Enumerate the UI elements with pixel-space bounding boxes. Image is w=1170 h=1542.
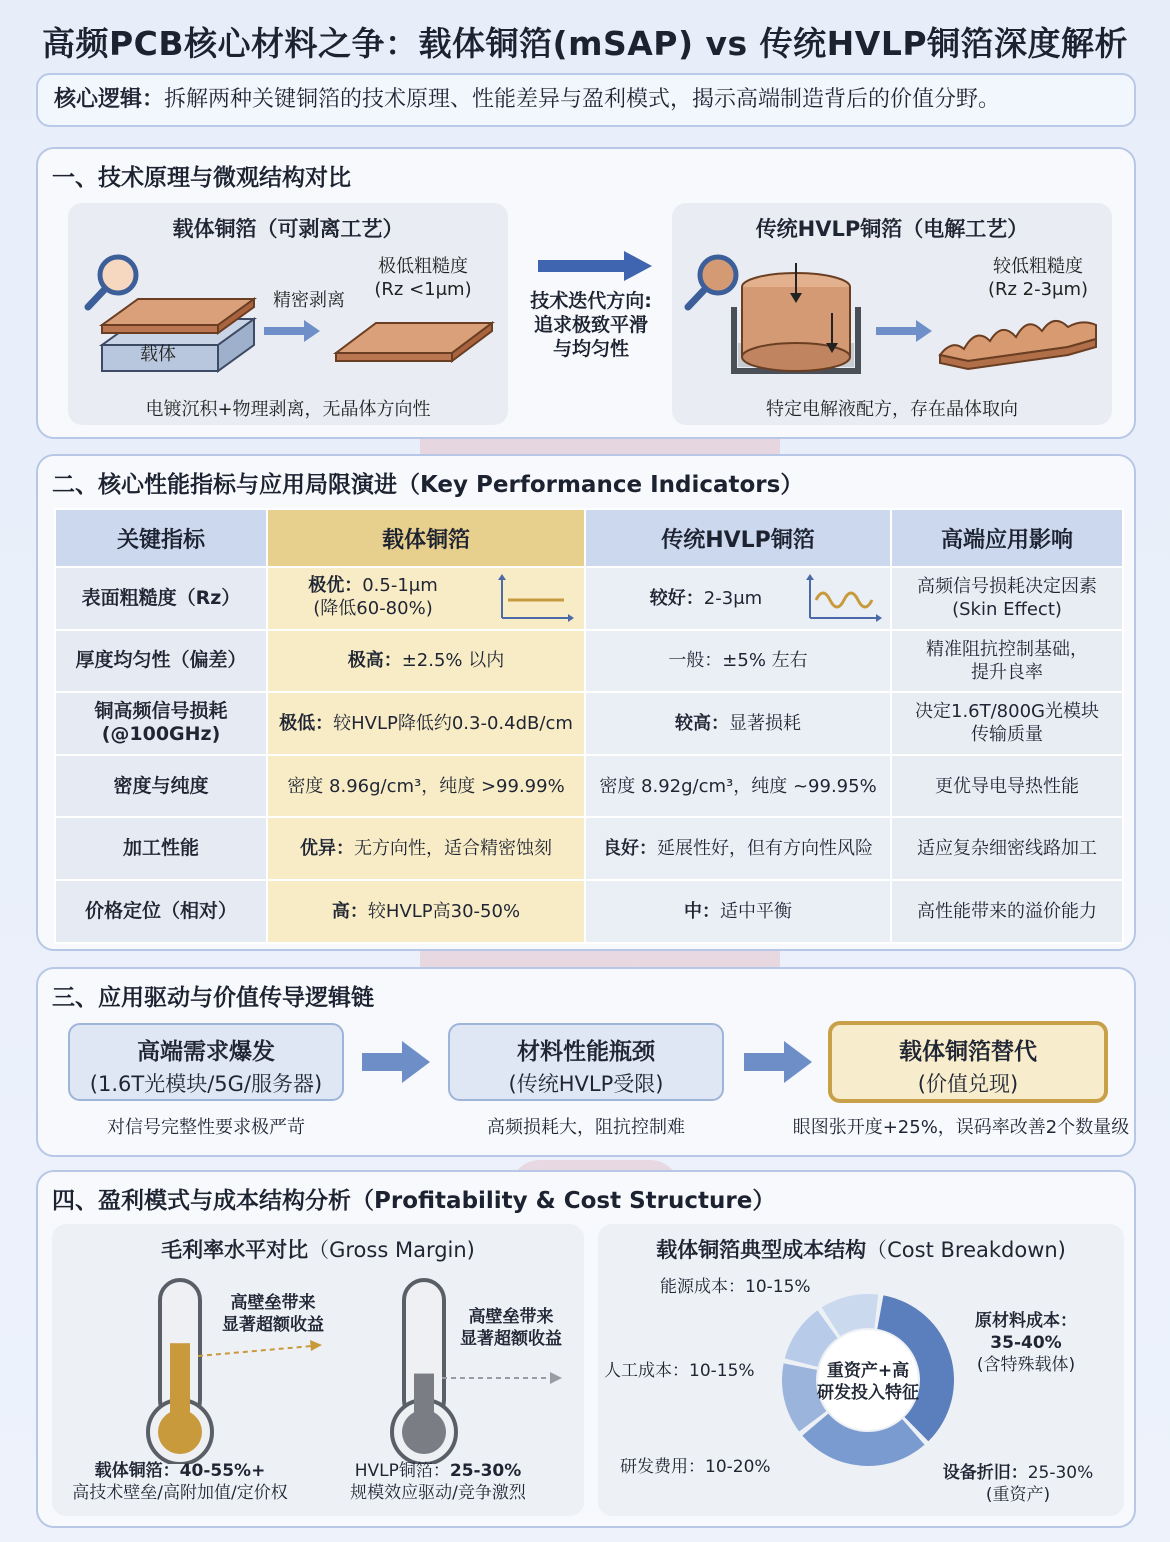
chain-arrow-icon [362, 1041, 432, 1083]
kpi-impact-line2: (Skin Effect) [952, 599, 1062, 621]
kpi-hvlp-strong: 良好： [603, 838, 657, 860]
kpi-header-carrier: 载体铜箔 [267, 509, 585, 567]
kpi-carrier-value-2: (降低60-80%) [313, 598, 433, 619]
kpi-hvlp-cell [585, 567, 891, 630]
cost-raw-value: 35-40% [990, 1333, 1062, 1353]
cost-raw-note: (含特殊载体) [976, 1355, 1076, 1375]
flat-line-chart-icon [492, 574, 576, 624]
kpi-carrier-cell [267, 567, 585, 630]
hvlp-margin-desc: 规模效应驱动/竞争激烈 [350, 1483, 526, 1503]
carrier-roughness-line1: 极低粗糙度 [378, 256, 468, 277]
gross-margin-title-strong: 毛利率水平对比 [161, 1238, 309, 1262]
kpi-carrier-strong: 极低： [279, 712, 334, 734]
kpi-impact-cell [891, 692, 1123, 755]
kpi-carrier-cell [267, 630, 585, 693]
kpi-header-impact: 高端应用影响 [891, 509, 1123, 567]
kpi-carrier-strong: 极高： [347, 650, 402, 672]
cost-label-rd: 研发费用：10-20% [620, 1457, 771, 1477]
hvlp-foil-caption: 特定电解液配方，存在晶体取向 [766, 399, 1018, 420]
cost-breakdown-title-en: （Cost Breakdown) [866, 1238, 1066, 1262]
chain-box-demand [68, 1023, 344, 1101]
donut-center-label [808, 1360, 928, 1404]
kpi-metric-cell: 密度与纯度 [55, 755, 267, 818]
chain-box-replacement [828, 1021, 1108, 1103]
donut-center-line2: 研发投入特征 [817, 1383, 919, 1403]
kpi-hvlp-value: 一般：±5% 左右 [668, 650, 808, 672]
tech-direction-arrow-icon [538, 249, 654, 283]
chain-note: 对信号完整性要求极严苛 [107, 1117, 305, 1138]
margin-note-line1: 高壁垒带来 [230, 1293, 316, 1313]
gross-margin-title [52, 1234, 584, 1264]
kpi-hvlp-cell [585, 817, 891, 880]
carrier-foil-card-title: 载体铜箔（可剥离工艺） [172, 217, 404, 241]
chain-box-sub: (价值兑现) [917, 1072, 1019, 1096]
kpi-impact-line1: 精准阻抗控制基础， [926, 638, 1088, 660]
carrier-roughness-label [368, 255, 478, 301]
kpi-metric-cell [55, 692, 267, 755]
chain-box-title: 材料性能瓶颈 [517, 1039, 655, 1065]
table-row [55, 817, 1123, 880]
cost-label-labor: 人工成本：10-15% [604, 1361, 755, 1381]
gross-margin-card [52, 1224, 584, 1516]
margin-note-line2: 显著超额收益 [222, 1315, 324, 1335]
kpi-metric-cell: 表面粗糙度（Rz） [55, 567, 267, 630]
cost-breakdown-title [598, 1234, 1124, 1264]
kpi-hvlp-value: 适中平衡 [720, 900, 792, 922]
kpi-table [54, 508, 1124, 944]
kpi-carrier-cell [267, 755, 585, 818]
kpi-metric-cell: 厚度均匀性（偏差） [55, 630, 267, 693]
kpi-table-header [55, 509, 1123, 567]
wavy-line-chart-icon [800, 574, 884, 624]
hvlp-margin-bulb [402, 1410, 446, 1454]
margin-note-line1: 高壁垒带来 [468, 1307, 554, 1327]
kpi-metric-cell: 价格定位（相对） [55, 880, 267, 943]
kpi-carrier-cell [267, 817, 585, 880]
kpi-impact-cell: 更优导电导热性能 [891, 755, 1123, 818]
peel-step-label: 精密剥离 [273, 290, 345, 311]
cost-breakdown-card [598, 1224, 1124, 1516]
hvlp-foil-card [672, 203, 1112, 425]
hvlp-margin-label [320, 1460, 556, 1504]
table-row [55, 567, 1123, 630]
chain-box-title: 载体铜箔替代 [899, 1039, 1037, 1065]
section4-title: 四、盈利模式与成本结构分析（Profitability & Cost Structure） [52, 1188, 776, 1214]
chain-note: 高频损耗大，阻抗控制难 [487, 1117, 685, 1138]
tech-direction-line3: 与均匀性 [552, 338, 629, 360]
kpi-carrier-strong: 高： [331, 900, 368, 922]
tech-direction-line1: 技术迭代方向: [530, 290, 652, 312]
carrier-foil-card [68, 203, 508, 425]
magnifier-icon [88, 257, 136, 307]
table-row [55, 692, 1123, 755]
cost-equipment-note: (重资产) [985, 1485, 1051, 1505]
hvlp-roughness-line1: 较低粗糙度 [993, 256, 1083, 277]
kpi-carrier-value: 无方向性，适合精密蚀刻 [354, 838, 552, 860]
kpi-hvlp-cell [585, 630, 891, 693]
cost-label-equipment [938, 1462, 1098, 1506]
kpi-hvlp-cell [585, 880, 891, 943]
kpi-carrier-strong: 优异： [300, 838, 354, 860]
kpi-carrier-value: 密度 8.96g/cm³，纯度 >99.99% [287, 775, 565, 797]
kpi-hvlp-cell [585, 692, 891, 755]
core-logic-label: 核心逻辑： [54, 87, 165, 112]
chain-box-sub: (1.6T光模块/5G/服务器) [89, 1072, 323, 1096]
table-row [55, 880, 1123, 943]
kpi-metric-cell: 加工性能 [55, 817, 267, 880]
kpi-hvlp-value: 显著损耗 [729, 712, 801, 734]
kpi-hvlp-value: 密度 8.92g/cm³，纯度 ~99.95% [599, 775, 877, 797]
kpi-carrier-cell [267, 692, 585, 755]
kpi-hvlp-cell [585, 755, 891, 818]
section-tech-principle [36, 147, 1136, 439]
kpi-header-hvlp: 传统HVLP铜箔 [585, 509, 891, 567]
table-row [55, 755, 1123, 818]
tech-direction-line2: 追求极致平滑 [533, 314, 648, 336]
chain-arrow-icon [744, 1041, 814, 1083]
kpi-carrier-strong: 极优： [308, 575, 363, 596]
kpi-carrier-value: ±2.5% 以内 [401, 650, 505, 672]
kpi-impact-cell: 高性能带来的溢价能力 [891, 880, 1123, 943]
kpi-impact-line1: 决定1.6T/800G光模块 [915, 701, 1099, 723]
hvlp-margin-value: 25-30% [449, 1461, 522, 1481]
kpi-hvlp-value: 延展性好，但有方向性风险 [657, 838, 873, 860]
cost-raw-title: 原材料成本： [975, 1311, 1077, 1331]
cost-label-energy: 能源成本：10-15% [660, 1277, 811, 1297]
carrier-layer-label: 载体 [140, 344, 176, 365]
chain-box-bottleneck [448, 1023, 724, 1101]
cost-equipment-value: 25-30% [1027, 1463, 1094, 1483]
kpi-impact-cell: 适应复杂细密线路加工 [891, 817, 1123, 880]
kpi-hvlp-strong: 较高： [675, 712, 729, 734]
kpi-hvlp-strong: 较好： [649, 588, 704, 609]
chain-box-title: 高端需求爆发 [137, 1039, 275, 1065]
carrier-margin-label [62, 1460, 298, 1504]
cost-breakdown-title-strong: 载体铜箔典型成本结构 [656, 1238, 867, 1262]
carrier-margin-value: 载体铜箔：40-55%+ [94, 1461, 266, 1481]
cost-label-raw [964, 1310, 1088, 1376]
magnifier-icon [688, 257, 736, 307]
chain-box-sub: (传统HVLP受限) [508, 1072, 664, 1096]
kpi-impact-line1: 高频信号损耗决定因素 [917, 576, 1097, 598]
gross-margin-title-en: （Gross Margin) [308, 1238, 475, 1262]
kpi-hvlp-value: 2-3μm [703, 588, 763, 609]
kpi-carrier-value: 较HVLP降低约0.3-0.4dB/cm [333, 712, 573, 734]
kpi-impact-line2: 提升良率 [971, 661, 1043, 683]
kpi-metric-line2: (@100GHz) [101, 723, 221, 746]
kpi-carrier-value: 0.5-1μm [362, 575, 438, 596]
section-profitability [36, 1170, 1136, 1528]
chain-note: 眼图张开度+25%，误码率改善2个数量级 [792, 1117, 1130, 1138]
kpi-header-metric: 关键指标 [55, 509, 267, 567]
section2-title: 二、核心性能指标与应用局限演进（Key Performance Indicators） [52, 472, 804, 498]
hvlp-roughness-line2: (Rz 2-3μm) [987, 279, 1089, 300]
page-title: 高频PCB核心材料之争：载体铜箔(mSAP) vs 传统HVLP铜箔深度解析 [41, 24, 1129, 63]
core-logic-text: 拆解两种关键铜箔的技术原理、性能差异与盈利模式，揭示高端制造背后的价值分野。 [164, 87, 1001, 112]
cost-equipment-title: 设备折旧： [942, 1463, 1028, 1483]
donut-center-line1: 重资产+高 [826, 1361, 910, 1381]
carrier-margin-desc: 高技术壁垒/高附加值/定价权 [72, 1483, 288, 1503]
section-kpi [36, 454, 1136, 951]
kpi-impact-cell [891, 567, 1123, 630]
kpi-carrier-cell [267, 880, 585, 943]
carrier-roughness-line2: (Rz <1μm) [374, 279, 472, 300]
kpi-carrier-value: 较HVLP高30-50% [367, 900, 521, 922]
hvlp-foil-card-title: 传统HVLP铜箔（电解工艺） [755, 217, 1029, 241]
core-logic-banner [36, 73, 1136, 127]
section3-title: 三、应用驱动与价值传导逻辑链 [52, 985, 374, 1011]
tech-direction-label [506, 289, 676, 361]
section1-title: 一、技术原理与微观结构对比 [52, 165, 351, 191]
kpi-impact-cell [891, 630, 1123, 693]
hvlp-roughness-label [978, 255, 1098, 301]
table-row [55, 630, 1123, 693]
margin-note-line2: 显著超额收益 [460, 1329, 562, 1349]
kpi-impact-line2: 传输质量 [971, 724, 1043, 746]
hvlp-margin-note [460, 1306, 562, 1350]
kpi-hvlp-strong: 中： [684, 900, 720, 922]
carrier-foil-caption: 电镀沉积+物理剥离，无晶体方向性 [145, 399, 431, 420]
carrier-margin-note [222, 1292, 324, 1336]
kpi-metric-line1: 铜高频信号损耗 [94, 700, 228, 723]
carrier-margin-bulb [158, 1410, 202, 1454]
section-value-chain [36, 967, 1136, 1157]
hvlp-margin-prefix: HVLP铜箔： [354, 1461, 450, 1481]
